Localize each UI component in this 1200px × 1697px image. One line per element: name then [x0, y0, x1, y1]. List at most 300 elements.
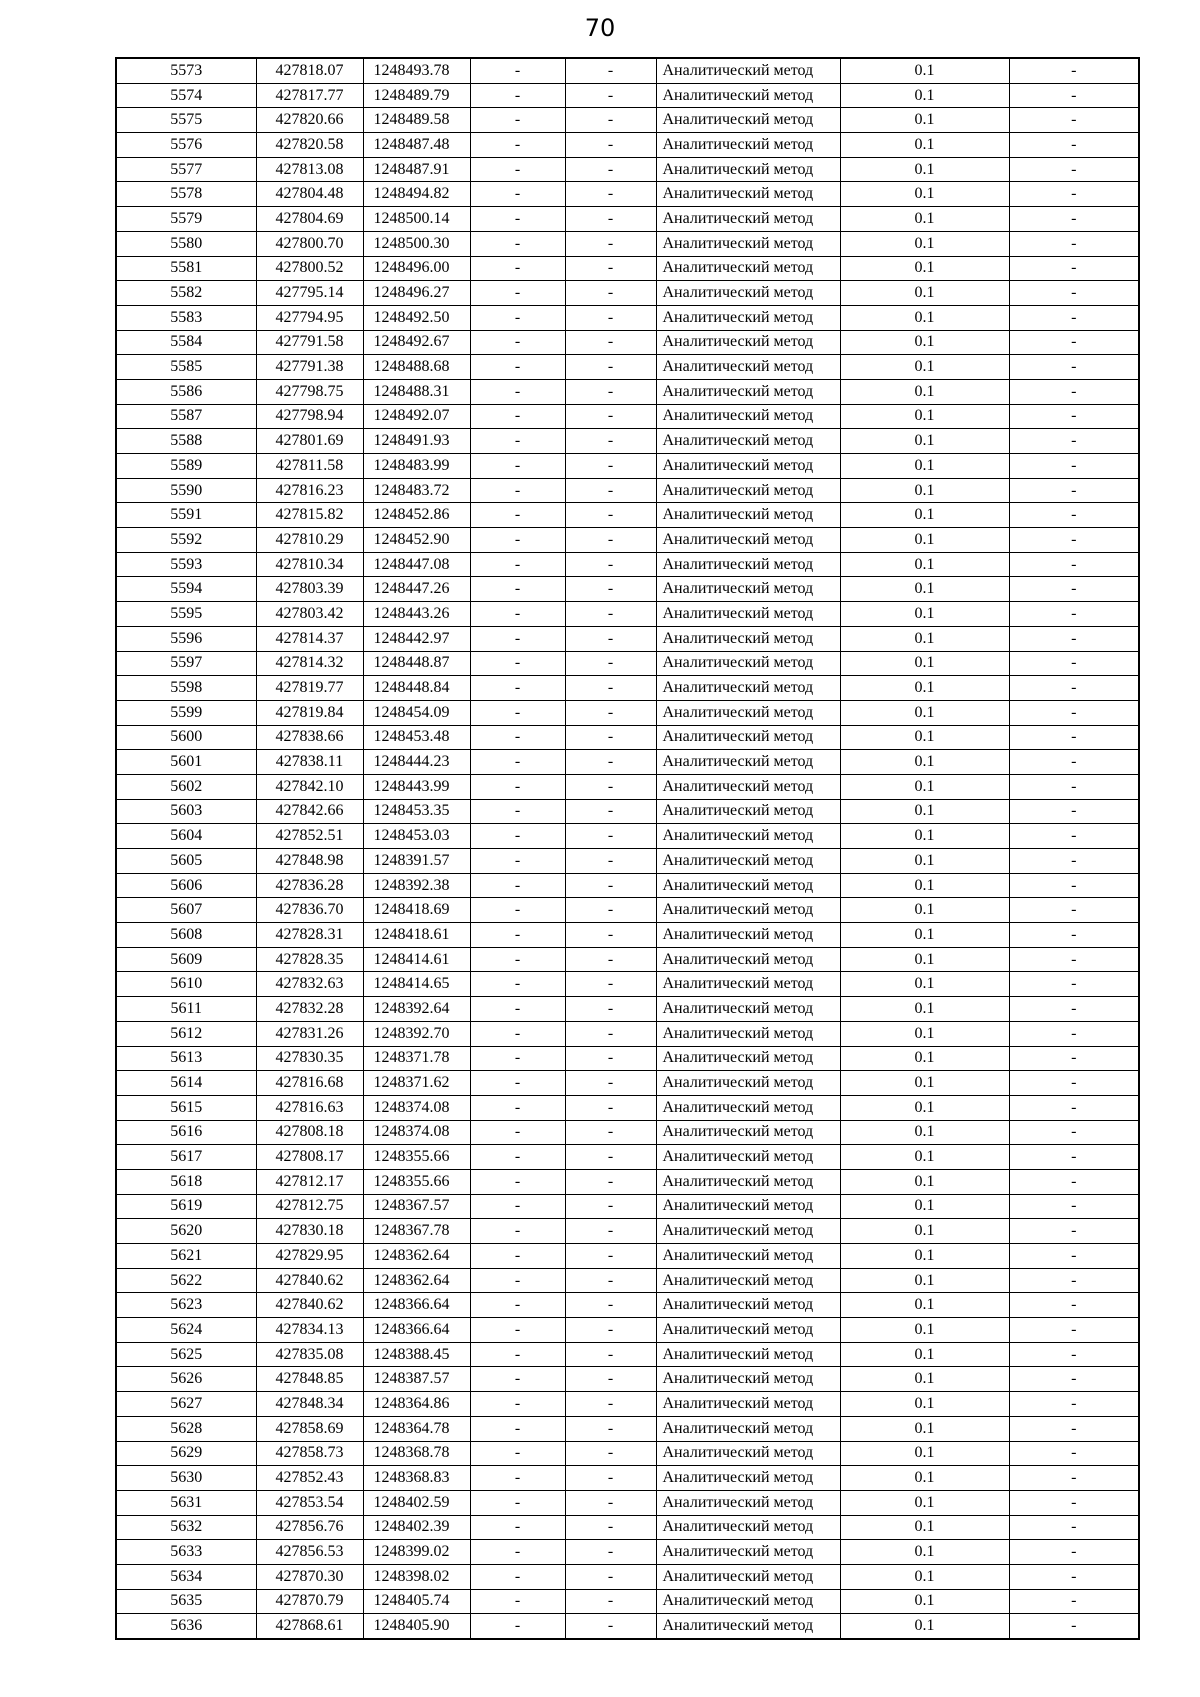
y-coordinate-cell: 1248399.02: [363, 1540, 470, 1565]
method-cell: Аналитический метод: [656, 577, 840, 602]
method-cell: Аналитический метод: [656, 528, 840, 553]
empty-value-cell: -: [470, 83, 565, 108]
empty-value-cell: -: [565, 849, 656, 874]
table-row: [116, 1564, 1139, 1589]
method-cell: Аналитический метод: [656, 552, 840, 577]
table-row: [116, 602, 1139, 627]
x-coordinate-cell: 427814.37: [256, 626, 363, 651]
x-coordinate-cell: 427868.61: [256, 1614, 363, 1639]
empty-value-cell: -: [1009, 1318, 1139, 1343]
page-number: 70: [584, 14, 616, 42]
table-row: [116, 774, 1139, 799]
y-coordinate-cell: 1248414.65: [363, 972, 470, 997]
empty-value-cell: -: [1009, 1194, 1139, 1219]
empty-value-cell: -: [470, 454, 565, 479]
empty-value-cell: -: [1009, 626, 1139, 651]
table-row: [116, 849, 1139, 874]
x-coordinate-cell: 427842.10: [256, 774, 363, 799]
accuracy-cell: 0.1: [840, 478, 1009, 503]
y-coordinate-cell: 1248453.48: [363, 725, 470, 750]
method-cell: Аналитический метод: [656, 207, 840, 232]
point-number-cell: 5586: [116, 379, 256, 404]
point-number-cell: 5634: [116, 1564, 256, 1589]
x-coordinate-cell: 427828.35: [256, 947, 363, 972]
point-number-cell: 5625: [116, 1342, 256, 1367]
empty-value-cell: -: [1009, 83, 1139, 108]
empty-value-cell: -: [1009, 700, 1139, 725]
empty-value-cell: -: [565, 355, 656, 380]
table-row: [116, 626, 1139, 651]
empty-value-cell: -: [1009, 1095, 1139, 1120]
table-row: [116, 923, 1139, 948]
table-row: [116, 478, 1139, 503]
empty-value-cell: -: [470, 355, 565, 380]
empty-value-cell: -: [470, 133, 565, 158]
point-number-cell: 5602: [116, 774, 256, 799]
method-cell: Аналитический метод: [656, 1392, 840, 1417]
accuracy-cell: 0.1: [840, 1268, 1009, 1293]
x-coordinate-cell: 427800.70: [256, 231, 363, 256]
empty-value-cell: -: [565, 750, 656, 775]
table-row: [116, 972, 1139, 997]
x-coordinate-cell: 427832.63: [256, 972, 363, 997]
empty-value-cell: -: [565, 947, 656, 972]
y-coordinate-cell: 1248489.58: [363, 108, 470, 133]
method-cell: Аналитический метод: [656, 947, 840, 972]
accuracy-cell: 0.1: [840, 750, 1009, 775]
empty-value-cell: -: [1009, 1416, 1139, 1441]
empty-value-cell: -: [1009, 799, 1139, 824]
table-row: [116, 182, 1139, 207]
empty-value-cell: -: [565, 528, 656, 553]
empty-value-cell: -: [1009, 1515, 1139, 1540]
y-coordinate-cell: 1248402.39: [363, 1515, 470, 1540]
method-cell: Аналитический метод: [656, 231, 840, 256]
empty-value-cell: -: [565, 429, 656, 454]
table-row: [116, 1021, 1139, 1046]
empty-value-cell: -: [470, 305, 565, 330]
empty-value-cell: -: [565, 404, 656, 429]
method-cell: Аналитический метод: [656, 281, 840, 306]
accuracy-cell: 0.1: [840, 1120, 1009, 1145]
point-number-cell: 5626: [116, 1367, 256, 1392]
accuracy-cell: 0.1: [840, 1515, 1009, 1540]
point-number-cell: 5601: [116, 750, 256, 775]
empty-value-cell: -: [565, 1416, 656, 1441]
empty-value-cell: -: [565, 157, 656, 182]
empty-value-cell: -: [1009, 725, 1139, 750]
method-cell: Аналитический метод: [656, 355, 840, 380]
accuracy-cell: 0.1: [840, 1021, 1009, 1046]
x-coordinate-cell: 427835.08: [256, 1342, 363, 1367]
point-number-cell: 5574: [116, 83, 256, 108]
empty-value-cell: -: [1009, 577, 1139, 602]
accuracy-cell: 0.1: [840, 873, 1009, 898]
method-cell: Аналитический метод: [656, 182, 840, 207]
y-coordinate-cell: 1248388.45: [363, 1342, 470, 1367]
x-coordinate-cell: 427818.07: [256, 58, 363, 83]
empty-value-cell: -: [1009, 1071, 1139, 1096]
method-cell: Аналитический метод: [656, 626, 840, 651]
empty-value-cell: -: [1009, 947, 1139, 972]
method-cell: Аналитический метод: [656, 256, 840, 281]
table-row: [116, 83, 1139, 108]
x-coordinate-cell: 427791.38: [256, 355, 363, 380]
table-row: [116, 824, 1139, 849]
empty-value-cell: -: [565, 1490, 656, 1515]
x-coordinate-cell: 427842.66: [256, 799, 363, 824]
empty-value-cell: -: [1009, 1145, 1139, 1170]
empty-value-cell: -: [470, 58, 565, 83]
empty-value-cell: -: [470, 404, 565, 429]
empty-value-cell: -: [565, 478, 656, 503]
empty-value-cell: -: [1009, 454, 1139, 479]
x-coordinate-cell: 427832.28: [256, 997, 363, 1022]
empty-value-cell: -: [565, 1318, 656, 1343]
empty-value-cell: -: [1009, 478, 1139, 503]
method-cell: Аналитический метод: [656, 133, 840, 158]
x-coordinate-cell: 427819.77: [256, 676, 363, 701]
accuracy-cell: 0.1: [840, 1071, 1009, 1096]
x-coordinate-cell: 427816.23: [256, 478, 363, 503]
empty-value-cell: -: [565, 1046, 656, 1071]
accuracy-cell: 0.1: [840, 577, 1009, 602]
table-row: [116, 404, 1139, 429]
point-number-cell: 5613: [116, 1046, 256, 1071]
empty-value-cell: -: [565, 997, 656, 1022]
empty-value-cell: -: [565, 1268, 656, 1293]
table-row: [116, 1244, 1139, 1269]
x-coordinate-cell: 427820.66: [256, 108, 363, 133]
empty-value-cell: -: [1009, 849, 1139, 874]
empty-value-cell: -: [470, 824, 565, 849]
x-coordinate-cell: 427813.08: [256, 157, 363, 182]
y-coordinate-cell: 1248500.14: [363, 207, 470, 232]
accuracy-cell: 0.1: [840, 133, 1009, 158]
point-number-cell: 5600: [116, 725, 256, 750]
table-row: [116, 305, 1139, 330]
method-cell: Аналитический метод: [656, 824, 840, 849]
empty-value-cell: -: [1009, 1268, 1139, 1293]
y-coordinate-cell: 1248442.97: [363, 626, 470, 651]
y-coordinate-cell: 1248371.78: [363, 1046, 470, 1071]
empty-value-cell: -: [470, 997, 565, 1022]
point-number-cell: 5635: [116, 1589, 256, 1614]
y-coordinate-cell: 1248447.08: [363, 552, 470, 577]
empty-value-cell: -: [1009, 972, 1139, 997]
x-coordinate-cell: 427810.29: [256, 528, 363, 553]
table-row: [116, 281, 1139, 306]
y-coordinate-cell: 1248448.87: [363, 651, 470, 676]
accuracy-cell: 0.1: [840, 355, 1009, 380]
y-coordinate-cell: 1248355.66: [363, 1169, 470, 1194]
x-coordinate-cell: 427856.76: [256, 1515, 363, 1540]
method-cell: Аналитический метод: [656, 503, 840, 528]
table-row: [116, 651, 1139, 676]
x-coordinate-cell: 427848.34: [256, 1392, 363, 1417]
x-coordinate-cell: 427812.75: [256, 1194, 363, 1219]
y-coordinate-cell: 1248364.86: [363, 1392, 470, 1417]
y-coordinate-cell: 1248405.74: [363, 1589, 470, 1614]
y-coordinate-cell: 1248414.61: [363, 947, 470, 972]
empty-value-cell: -: [565, 1194, 656, 1219]
empty-value-cell: -: [565, 207, 656, 232]
empty-value-cell: -: [1009, 1169, 1139, 1194]
table-row: [116, 355, 1139, 380]
x-coordinate-cell: 427830.35: [256, 1046, 363, 1071]
y-coordinate-cell: 1248402.59: [363, 1490, 470, 1515]
y-coordinate-cell: 1248368.78: [363, 1441, 470, 1466]
table-row: [116, 454, 1139, 479]
accuracy-cell: 0.1: [840, 429, 1009, 454]
empty-value-cell: -: [470, 1515, 565, 1540]
empty-value-cell: -: [565, 1342, 656, 1367]
x-coordinate-cell: 427831.26: [256, 1021, 363, 1046]
method-cell: Аналитический метод: [656, 1416, 840, 1441]
x-coordinate-cell: 427829.95: [256, 1244, 363, 1269]
method-cell: Аналитический метод: [656, 1169, 840, 1194]
y-coordinate-cell: 1248366.64: [363, 1318, 470, 1343]
coordinates-table-body: [116, 58, 1139, 1639]
accuracy-cell: 0.1: [840, 182, 1009, 207]
point-number-cell: 5583: [116, 305, 256, 330]
method-cell: Аналитический метод: [656, 676, 840, 701]
x-coordinate-cell: 427830.18: [256, 1219, 363, 1244]
empty-value-cell: -: [470, 898, 565, 923]
empty-value-cell: -: [1009, 1540, 1139, 1565]
table-row: [116, 898, 1139, 923]
table-row: [116, 552, 1139, 577]
empty-value-cell: -: [1009, 58, 1139, 83]
accuracy-cell: 0.1: [840, 602, 1009, 627]
accuracy-cell: 0.1: [840, 1466, 1009, 1491]
y-coordinate-cell: 1248452.90: [363, 528, 470, 553]
point-number-cell: 5620: [116, 1219, 256, 1244]
x-coordinate-cell: 427840.62: [256, 1293, 363, 1318]
y-coordinate-cell: 1248488.31: [363, 379, 470, 404]
method-cell: Аналитический метод: [656, 330, 840, 355]
method-cell: Аналитический метод: [656, 849, 840, 874]
empty-value-cell: -: [470, 651, 565, 676]
empty-value-cell: -: [470, 1293, 565, 1318]
empty-value-cell: -: [565, 552, 656, 577]
empty-value-cell: -: [565, 1441, 656, 1466]
point-number-cell: 5592: [116, 528, 256, 553]
empty-value-cell: -: [1009, 379, 1139, 404]
table-row: [116, 1367, 1139, 1392]
y-coordinate-cell: 1248391.57: [363, 849, 470, 874]
accuracy-cell: 0.1: [840, 83, 1009, 108]
empty-value-cell: -: [1009, 355, 1139, 380]
empty-value-cell: -: [1009, 528, 1139, 553]
accuracy-cell: 0.1: [840, 1318, 1009, 1343]
x-coordinate-cell: 427858.73: [256, 1441, 363, 1466]
empty-value-cell: -: [1009, 1219, 1139, 1244]
point-number-cell: 5624: [116, 1318, 256, 1343]
empty-value-cell: -: [1009, 898, 1139, 923]
empty-value-cell: -: [470, 1589, 565, 1614]
x-coordinate-cell: 427798.75: [256, 379, 363, 404]
empty-value-cell: -: [470, 1071, 565, 1096]
accuracy-cell: 0.1: [840, 305, 1009, 330]
point-number-cell: 5614: [116, 1071, 256, 1096]
empty-value-cell: -: [470, 379, 565, 404]
y-coordinate-cell: 1248374.08: [363, 1120, 470, 1145]
empty-value-cell: -: [470, 429, 565, 454]
x-coordinate-cell: 427811.58: [256, 454, 363, 479]
x-coordinate-cell: 427834.13: [256, 1318, 363, 1343]
empty-value-cell: -: [565, 1145, 656, 1170]
method-cell: Аналитический метод: [656, 1021, 840, 1046]
method-cell: Аналитический метод: [656, 1071, 840, 1096]
empty-value-cell: -: [565, 1564, 656, 1589]
table-row: [116, 1466, 1139, 1491]
accuracy-cell: 0.1: [840, 108, 1009, 133]
method-cell: Аналитический метод: [656, 58, 840, 83]
accuracy-cell: 0.1: [840, 256, 1009, 281]
empty-value-cell: -: [565, 83, 656, 108]
y-coordinate-cell: 1248368.83: [363, 1466, 470, 1491]
method-cell: Аналитический метод: [656, 923, 840, 948]
point-number-cell: 5594: [116, 577, 256, 602]
table-row: [116, 1416, 1139, 1441]
point-number-cell: 5595: [116, 602, 256, 627]
empty-value-cell: -: [565, 799, 656, 824]
empty-value-cell: -: [1009, 1367, 1139, 1392]
method-cell: Аналитический метод: [656, 1342, 840, 1367]
empty-value-cell: -: [470, 1392, 565, 1417]
point-number-cell: 5584: [116, 330, 256, 355]
table-row: [116, 528, 1139, 553]
empty-value-cell: -: [470, 1046, 565, 1071]
x-coordinate-cell: 427803.42: [256, 602, 363, 627]
table-row: [116, 256, 1139, 281]
method-cell: Аналитический метод: [656, 1564, 840, 1589]
empty-value-cell: -: [1009, 1046, 1139, 1071]
empty-value-cell: -: [565, 1244, 656, 1269]
method-cell: Аналитический метод: [656, 972, 840, 997]
empty-value-cell: -: [470, 923, 565, 948]
empty-value-cell: -: [470, 700, 565, 725]
method-cell: Аналитический метод: [656, 1145, 840, 1170]
y-coordinate-cell: 1248443.99: [363, 774, 470, 799]
empty-value-cell: -: [1009, 404, 1139, 429]
method-cell: Аналитический метод: [656, 1194, 840, 1219]
y-coordinate-cell: 1248487.48: [363, 133, 470, 158]
empty-value-cell: -: [565, 454, 656, 479]
x-coordinate-cell: 427804.48: [256, 182, 363, 207]
accuracy-cell: 0.1: [840, 1145, 1009, 1170]
empty-value-cell: -: [470, 1540, 565, 1565]
table-row: [116, 330, 1139, 355]
empty-value-cell: -: [1009, 1021, 1139, 1046]
accuracy-cell: 0.1: [840, 330, 1009, 355]
empty-value-cell: -: [565, 1293, 656, 1318]
method-cell: Аналитический метод: [656, 725, 840, 750]
y-coordinate-cell: 1248443.26: [363, 602, 470, 627]
x-coordinate-cell: 427819.84: [256, 700, 363, 725]
empty-value-cell: -: [1009, 873, 1139, 898]
empty-value-cell: -: [470, 774, 565, 799]
method-cell: Аналитический метод: [656, 750, 840, 775]
x-coordinate-cell: 427838.66: [256, 725, 363, 750]
table-row: [116, 429, 1139, 454]
empty-value-cell: -: [1009, 256, 1139, 281]
x-coordinate-cell: 427795.14: [256, 281, 363, 306]
table-row: [116, 1392, 1139, 1417]
empty-value-cell: -: [565, 503, 656, 528]
table-row: [116, 58, 1139, 83]
y-coordinate-cell: 1248362.64: [363, 1244, 470, 1269]
empty-value-cell: -: [470, 330, 565, 355]
empty-value-cell: -: [470, 1194, 565, 1219]
accuracy-cell: 0.1: [840, 725, 1009, 750]
accuracy-cell: 0.1: [840, 454, 1009, 479]
empty-value-cell: -: [565, 379, 656, 404]
empty-value-cell: -: [470, 1318, 565, 1343]
method-cell: Аналитический метод: [656, 478, 840, 503]
point-number-cell: 5617: [116, 1145, 256, 1170]
point-number-cell: 5619: [116, 1194, 256, 1219]
method-cell: Аналитический метод: [656, 157, 840, 182]
table-row: [116, 1219, 1139, 1244]
empty-value-cell: -: [470, 503, 565, 528]
empty-value-cell: -: [1009, 750, 1139, 775]
accuracy-cell: 0.1: [840, 700, 1009, 725]
method-cell: Аналитический метод: [656, 1367, 840, 1392]
y-coordinate-cell: 1248483.72: [363, 478, 470, 503]
accuracy-cell: 0.1: [840, 1293, 1009, 1318]
empty-value-cell: -: [1009, 1466, 1139, 1491]
accuracy-cell: 0.1: [840, 1194, 1009, 1219]
y-coordinate-cell: 1248452.86: [363, 503, 470, 528]
empty-value-cell: -: [1009, 429, 1139, 454]
table-row: [116, 133, 1139, 158]
empty-value-cell: -: [1009, 503, 1139, 528]
accuracy-cell: 0.1: [840, 1441, 1009, 1466]
empty-value-cell: -: [1009, 824, 1139, 849]
empty-value-cell: -: [1009, 182, 1139, 207]
point-number-cell: 5623: [116, 1293, 256, 1318]
empty-value-cell: -: [565, 676, 656, 701]
accuracy-cell: 0.1: [840, 1219, 1009, 1244]
empty-value-cell: -: [470, 552, 565, 577]
empty-value-cell: -: [470, 602, 565, 627]
y-coordinate-cell: 1248454.09: [363, 700, 470, 725]
empty-value-cell: -: [565, 923, 656, 948]
table-row: [116, 1071, 1139, 1096]
table-row: [116, 1194, 1139, 1219]
accuracy-cell: 0.1: [840, 528, 1009, 553]
empty-value-cell: -: [1009, 330, 1139, 355]
y-coordinate-cell: 1248418.69: [363, 898, 470, 923]
method-cell: Аналитический метод: [656, 1515, 840, 1540]
empty-value-cell: -: [470, 157, 565, 182]
empty-value-cell: -: [470, 947, 565, 972]
empty-value-cell: -: [470, 1342, 565, 1367]
accuracy-cell: 0.1: [840, 1169, 1009, 1194]
accuracy-cell: 0.1: [840, 1540, 1009, 1565]
empty-value-cell: -: [470, 1120, 565, 1145]
table-row: [116, 1268, 1139, 1293]
y-coordinate-cell: 1248387.57: [363, 1367, 470, 1392]
accuracy-cell: 0.1: [840, 947, 1009, 972]
table-row: [116, 1540, 1139, 1565]
method-cell: Аналитический метод: [656, 1095, 840, 1120]
empty-value-cell: -: [1009, 108, 1139, 133]
x-coordinate-cell: 427810.34: [256, 552, 363, 577]
empty-value-cell: -: [470, 1219, 565, 1244]
